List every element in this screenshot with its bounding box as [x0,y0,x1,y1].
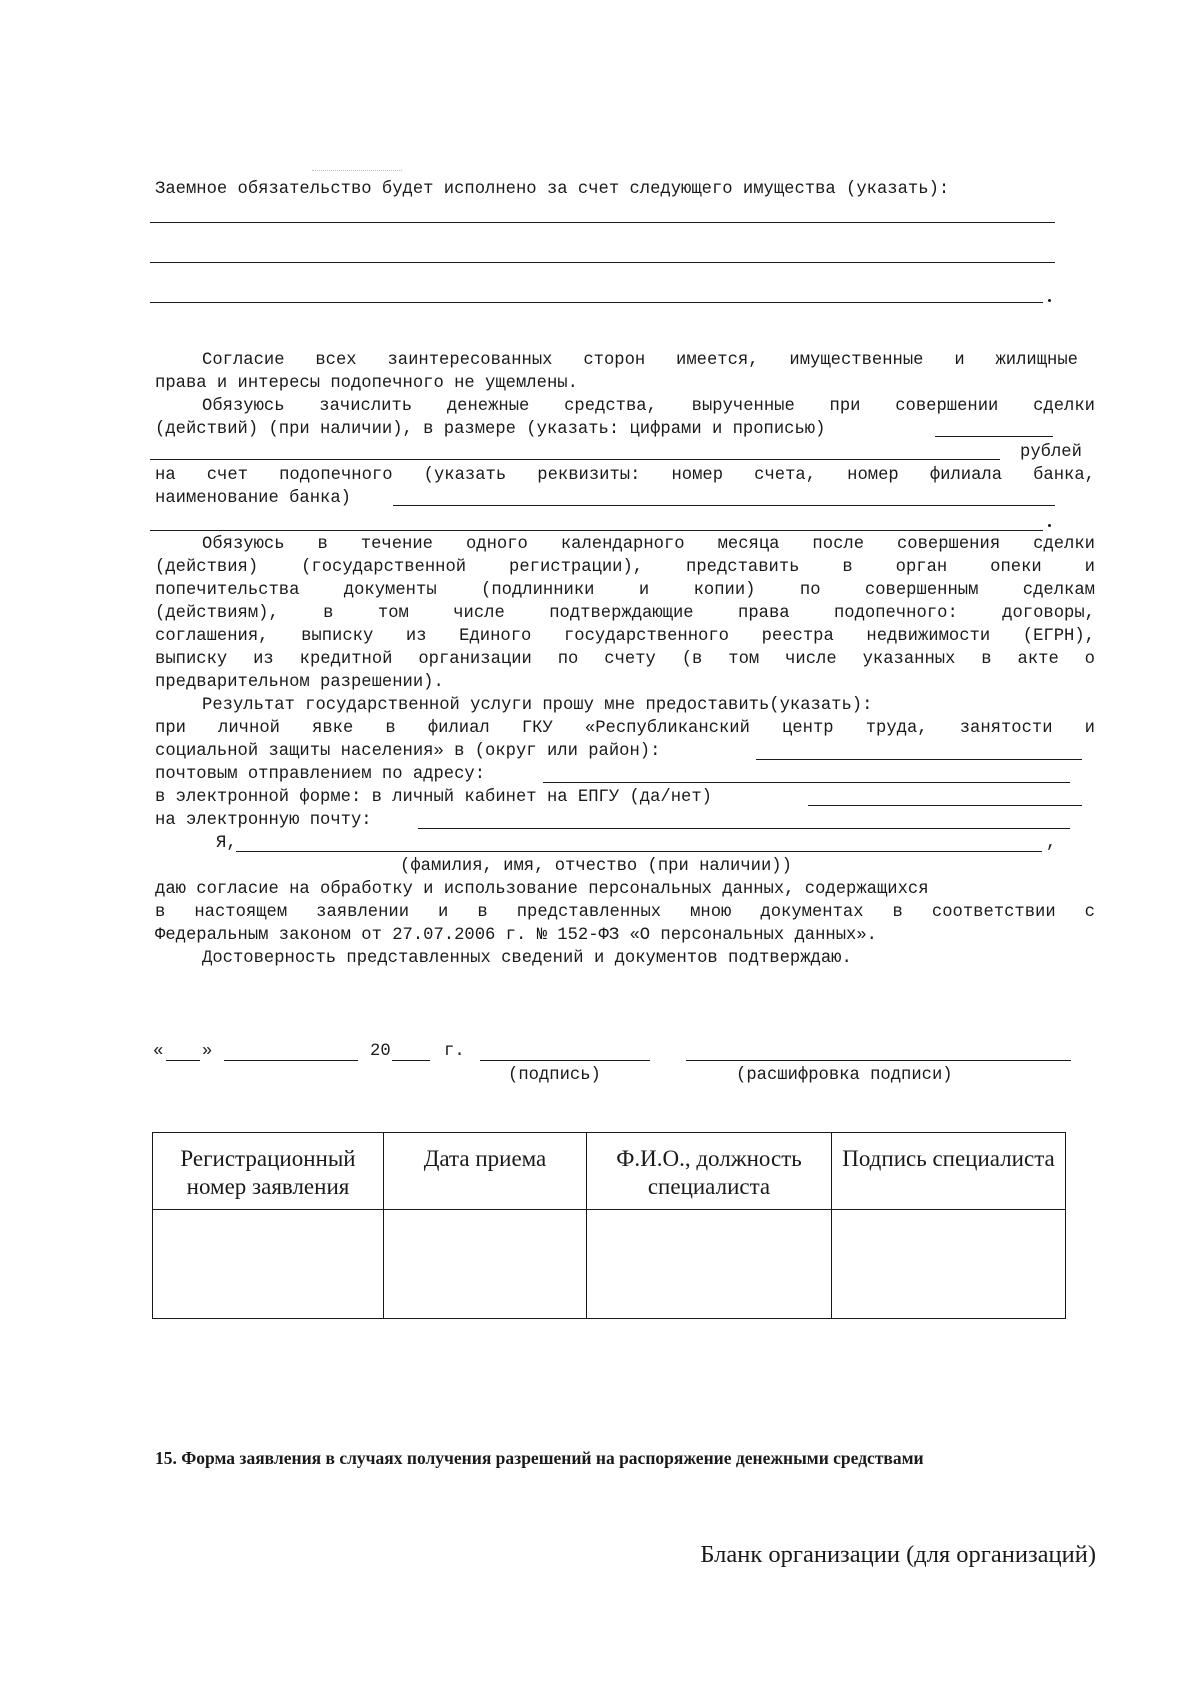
consent-line-1: Согласие всех заинтересованных сторон имеется, имущественные и жилищные [202,351,1078,370]
year-prefix: 20 [370,1042,391,1061]
docs-line-5: соглашения, выписку из Единого государственного реестра недвижимости (ЕГРН), [155,627,1095,646]
section-title: 15. Форма заявления в случаях получения разрешений на распоряжение денежными средствами [155,1448,924,1468]
oblige-line-2: (действий) (при наличии), в размере (указать: цифрами и прописью) [155,420,826,439]
account-line-2: наименование банка) [155,489,351,508]
signature-field[interactable] [480,1060,650,1061]
month-field[interactable] [224,1060,358,1061]
date-close-quote: » [202,1042,213,1061]
property-line-1[interactable] [150,222,1055,223]
fio-caption: (фамилия, имя, отчество (при наличии)) [400,857,792,876]
fio-field[interactable] [236,851,1042,852]
bank-details-field[interactable] [393,505,1055,506]
header-reg-number: Регистрационный номер заявления [153,1133,384,1210]
header-specialist: Ф.И.О., должность специалиста [587,1133,832,1210]
amount-field[interactable] [935,436,1053,437]
postal-address-field[interactable] [543,782,1070,783]
period-mark [1048,524,1051,527]
header-signature: Подпись специалиста [832,1133,1066,1210]
day-field[interactable] [166,1060,200,1061]
confirm-line: Достоверность представленных сведений и документов подтверждаю. [202,949,852,968]
oblige-line-1: Обязуюсь зачислить денежные средства, вырученные при совершении сделки [202,397,1095,416]
decoding-caption: (расшифровка подписи) [736,1066,953,1085]
cell-signature[interactable] [832,1210,1066,1319]
result-line-1: Результат государственной услуги прошу мне предоставить(указать): [202,696,873,715]
docs-line-2: (действия) (государственной регистрации), представить в орган опеки и [155,558,1095,577]
docs-line-6: выписку из кредитной организации по счету (в том числе указанных в акте о [155,650,1095,669]
bank-details-field-2[interactable] [150,530,1043,531]
result-line-6: на электронную почту: [155,811,372,830]
result-line-4: почтовым отправлением по адресу: [155,765,486,784]
docs-line-4: (действиям), в том числе подтверждающие права подопечного: договоры, [155,604,1095,623]
period-mark [1048,299,1051,302]
cell-date[interactable] [384,1210,587,1319]
year-suffix: г. [444,1042,465,1061]
pd-line-2: в настоящем заявлении и в представленных мною документах в соответствии с [155,903,1095,922]
cell-specialist[interactable] [587,1210,832,1319]
header-date: Дата приема [384,1133,587,1210]
result-line-2: при личной явке в филиал ГКУ «Республиканский центр труда, занятости и [155,719,1095,738]
signature-caption: (подпись) [508,1066,601,1085]
docs-line-1: Обязуюсь в течение одного календарного месяца после совершения сделки [202,535,1095,554]
result-line-5: в электронной форме: в личный кабинет на ЕПГУ (да/нет) [155,788,712,807]
org-blank-label: Бланк организации (для организаций) [700,1541,1096,1568]
district-field[interactable] [756,759,1082,760]
table-header-row [153,1133,1066,1210]
pd-line-3: Федеральным законом от 27.07.2006 г. № 152-ФЗ «О персональных данных». [155,926,877,945]
year-field[interactable] [392,1060,430,1061]
account-line-1: на счет подопечного (указать реквизиты: номер счета, номер филиала банка, [155,466,1095,485]
consent-line-2: права и интересы подопечного не ущемлены. [155,374,578,393]
pd-line-1: даю согласие на обработку и использование персональных данных, содержащихся [155,880,929,899]
i-comma: , [1046,834,1057,853]
docs-line-3: попечительства документы (подлинники и копии) по совершенным сделкам [155,581,1095,600]
email-field[interactable] [418,828,1070,829]
cell-reg-number[interactable] [153,1210,384,1319]
date-open-quote: « [153,1042,164,1061]
signature-decoding-field[interactable] [686,1060,1071,1061]
rubles-label: рублей [1020,443,1082,462]
property-line-2[interactable] [150,262,1055,263]
i-label: Я, [216,834,237,853]
property-line-3[interactable] [150,302,1043,303]
property-intro: Заемное обязательство будет исполнено за счет следующего имущества (указать): [155,180,950,199]
epgu-field[interactable] [808,805,1082,806]
result-line-3: социальной защиты населения» в (округ или район): [155,742,661,761]
docs-line-7: предварительном разрешении). [155,673,444,692]
table-row [153,1210,1066,1319]
scan-artifact [312,170,402,171]
registration-table [152,1132,1066,1319]
amount-words-field[interactable] [150,459,1000,460]
